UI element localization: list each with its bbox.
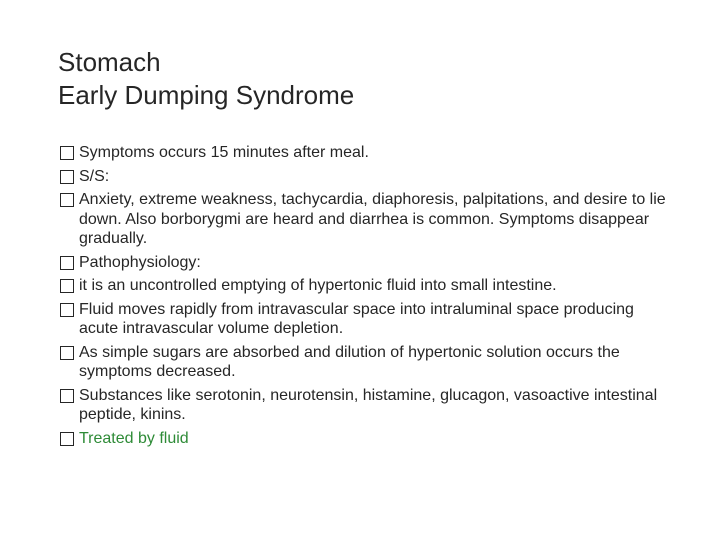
bullet-text: Substances like serotonin, neurotensin, histamine, glucagon, vasoactive intestinal peptide, kinins.	[79, 386, 658, 424]
slide-title	[58, 46, 678, 112]
bullet-text: S/S:	[79, 167, 110, 185]
square-box-icon	[60, 146, 74, 160]
bullet-item-ss-details	[60, 190, 670, 248]
bullet-item-symptoms-timing	[60, 143, 670, 162]
title-line-2: Early Dumping Syndrome	[58, 80, 355, 110]
bullet-item-treated-by-fluid	[60, 429, 670, 448]
square-box-icon	[60, 279, 74, 293]
bullet-item-substances	[60, 386, 670, 425]
bullet-item-pathophysiology-heading	[60, 253, 670, 272]
bullet-item-ss-heading	[60, 167, 670, 186]
square-box-icon	[60, 303, 74, 317]
bullet-list	[60, 143, 670, 452]
square-box-icon	[60, 346, 74, 360]
bullet-text: Treated by fluid	[79, 429, 189, 447]
square-box-icon	[60, 432, 74, 446]
bullet-text: Symptoms occurs 15 minutes after meal.	[79, 144, 369, 161]
square-box-icon	[60, 256, 74, 270]
square-box-icon	[60, 193, 74, 207]
bullet-text: Fluid moves rapidly from intravascular space into intraluminal space producing acute intravascular volume depletion.	[79, 300, 634, 338]
bullet-text: As simple sugars are absorbed and dilution of hypertonic solution occurs the symptoms decreased.	[79, 343, 620, 381]
bullet-text: Pathophysiology:	[79, 253, 201, 271]
square-box-icon	[60, 389, 74, 403]
bullet-text: Anxiety, extreme weakness, tachycardia, diaphoresis, palpitations, and desire to lie down. Also borborygmi are heard and diarrhea is common. Symptoms disappear gradually.	[79, 191, 666, 247]
bullet-item-uncontrolled-emptying	[60, 276, 670, 295]
bullet-text: it is an uncontrolled emptying of hypertonic fluid into small intestine.	[79, 277, 557, 295]
bullet-item-fluid-moves	[60, 300, 670, 339]
square-box-icon	[60, 170, 74, 184]
bullet-item-simple-sugars	[60, 343, 670, 382]
title-line-1: Stomach	[58, 47, 161, 77]
